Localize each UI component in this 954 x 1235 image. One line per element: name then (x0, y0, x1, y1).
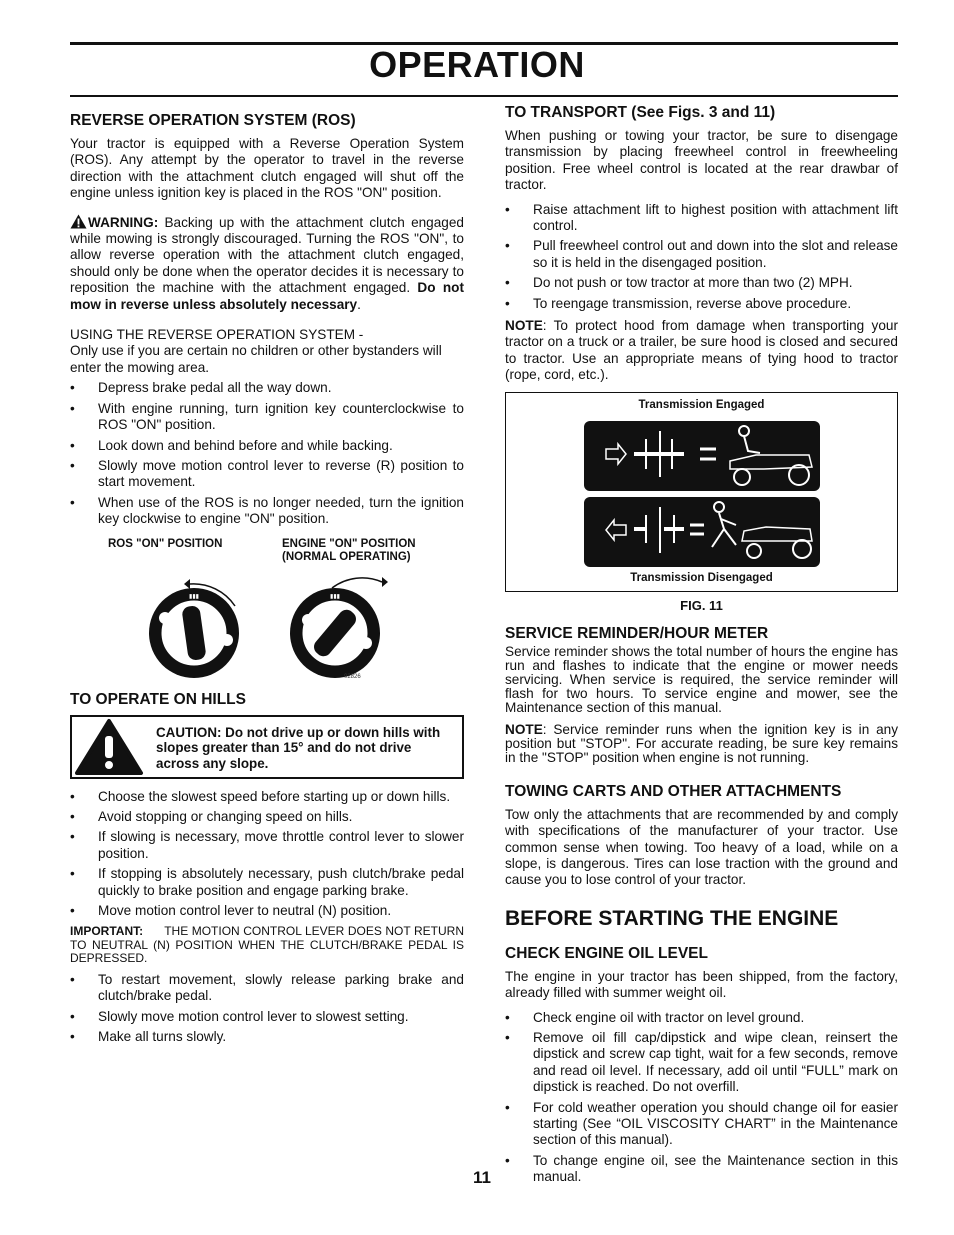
list-item: • Make all turns slowly. (70, 1029, 464, 1045)
svg-text:▮▮▮: ▮▮▮ (189, 593, 199, 600)
dial-right-label (282, 538, 416, 564)
service-note-text: : Service reminder runs when the ignition key is in any position but "STOP". For accurate reading, be sure key remains in the "STOP" position when engine is not running. (505, 721, 898, 765)
list-item: • To change engine oil, see the Maintenance section in this manual. (505, 1153, 898, 1186)
hills-heading: TO OPERATE ON HILLS (70, 690, 246, 708)
caution-box (70, 715, 464, 779)
list-item: • Look down and behind before and while backing. (70, 438, 464, 454)
important-text: THE MOTION CONTROL LEVER DOES NOT RETURN TO NEUTRAL (N) POSITION WHEN THE CLUTCH/BRAKE PEDAL IS DEPRESSED. (70, 924, 464, 966)
list-item: • Depress brake pedal all the way down. (70, 380, 464, 396)
towing-heading: TOWING CARTS AND OTHER ATTACHMENTS (505, 782, 842, 800)
hills-bullets-2 (70, 972, 464, 1046)
note-label: NOTE (505, 318, 543, 334)
list-item: • With engine running, turn ignition key counterclockwise to ROS "ON" position. (70, 401, 464, 434)
important-note (70, 925, 464, 966)
list-item: • Slowly move motion control lever to slowest setting. (70, 1009, 464, 1025)
dial-code: 02826 (344, 673, 361, 680)
list-item: • When use of the ROS is no longer needed, turn the ignition key clockwise to engine "ON" position. (70, 495, 464, 528)
list-item: • Avoid stopping or changing speed on hills. (70, 809, 464, 825)
oil-text: The engine in your tractor has been shipped, from the factory, already filled with summer weight oil. (505, 968, 898, 1001)
list-item: • Slowly move motion control lever to reverse (R) position to start movement. (70, 458, 464, 491)
warning-text: Backing up with the attachment clutch engaged while mowing is strongly discouraged. Turning the ROS "ON", to allow reverse operation with the attachment clutch engaged, should only be done when the operator decides it is necessary to reposition the machine with the attachment engaged. (70, 214, 464, 296)
ros-warning (70, 214, 464, 313)
title-rule (70, 95, 898, 97)
using-ros (70, 327, 464, 376)
using-heading: USING THE REVERSE OPERATION SYSTEM - (70, 327, 364, 343)
ros-intro: Your tractor is equipped with a Reverse Operation System (ROS). Any attempt by the operator to travel in the reverse direction with the attachment clutch engaged will shut off the engine unless ignition key is placed in the ROS "ON" position. (70, 136, 464, 201)
transport-note (505, 318, 898, 384)
service-heading: SERVICE REMINDER/HOUR METER (505, 624, 769, 642)
fig-caption-top: Transmission Engaged (638, 398, 765, 411)
service-note-label: NOTE (505, 721, 543, 737)
towing-text: Tow only the attachments that are recommended by and comply with specifications of the manufacturer of your tractor. Use common sense when towing. Too heavy of a load, while on a slope, is dangerous. Tires can lose traction with the ground and cause you to lose control of your tractor. (505, 806, 898, 888)
service-text: Service reminder shows the total number of hours the engine has run and flashes to indicate that the engine or mower needs servicing. When service is required, the service reminder will flash for two hours. To service engine and mower, see the Maintenance section of this manual. (505, 643, 898, 715)
using-text: Only use if you are certain no children or other bystanders will enter the mowing area. (70, 343, 442, 375)
service-note (505, 723, 898, 765)
fig-caption-bottom: Transmission Disengaged (630, 571, 773, 584)
warning-end: . (357, 296, 361, 312)
warning-label: WARNING: (88, 214, 159, 230)
hills-bullets (70, 789, 464, 920)
caution-icon (74, 718, 144, 776)
list-item: • To restart movement, slowly release parking brake and clutch/brake pedal. (70, 972, 464, 1005)
list-item: • Remove oil fill cap/dipstick and wipe clean, reinsert the dipstick and screw cap tight, wait for a few seconds, remove and read oil level. If necessary, add oil until “FULL” mark on dipstick is reached. Do not overfill. (505, 1030, 898, 1096)
list-item: • If stopping is absolutely necessary, push clutch/brake pedal quickly to brake position and engage parking brake. (70, 866, 464, 899)
page-title: OPERATION (369, 44, 585, 85)
oil-bullets (505, 1010, 898, 1186)
dial-right-label-2: (NORMAL OPERATING) (282, 550, 411, 563)
list-item: • To reengage transmission, reverse above procedure. (505, 296, 898, 312)
dial-labels (70, 538, 464, 568)
ros-heading: REVERSE OPERATION SYSTEM (ROS) (70, 112, 356, 129)
ros-on-dial (149, 579, 239, 678)
warning-icon (70, 214, 87, 229)
figure-label: FIG. 11 (680, 597, 723, 613)
list-item: • Pull freewheel control out and down into the slot and release so it is held in the disengaged position. (505, 238, 898, 271)
dial-right-label-1: ENGINE "ON" POSITION (282, 537, 416, 550)
transport-intro: When pushing or towing your tractor, be sure to disengage transmission by placing freewheel control in freewheeling position. Free wheel control is located at the rear drawbar of tractor. (505, 128, 898, 193)
right-column (505, 100, 898, 1192)
transmission-illustration (584, 421, 820, 567)
page-number: 11 (473, 1168, 491, 1187)
list-item: • Choose the slowest speed before starting up or down hills. (70, 789, 464, 805)
transport-heading: TO TRANSPORT (See Figs. 3 and 11) (505, 104, 776, 121)
left-column (70, 100, 464, 1052)
note-text: : To protect hood from damage when transporting your tractor on a truck or a trailer, be sure hood is closed and secured to tractor. Use an appropriate means of tying hood to tractor (rope, cord, etc.). (505, 318, 898, 383)
list-item: • Check engine oil with tractor on level ground. (505, 1010, 898, 1026)
important-label: IMPORTANT: (70, 924, 144, 939)
caution-text: CAUTION: Do not drive up or down hills with slopes greater than 15° and do not drive across any slope. (156, 724, 441, 771)
warning-bold: Do not mow in reverse unless absolutely necessary (70, 280, 464, 312)
ros-bullets (70, 380, 464, 527)
oil-heading: CHECK ENGINE OIL LEVEL (505, 944, 708, 962)
list-item: • Move motion control lever to neutral (N) position. (70, 903, 464, 919)
svg-text:▮▮▮: ▮▮▮ (330, 593, 340, 600)
list-item: • Raise attachment lift to highest position with attachment lift control. (505, 202, 898, 235)
before-heading: BEFORE STARTING THE ENGINE (505, 906, 839, 930)
figure-11 (505, 392, 898, 592)
dial-left-label: ROS "ON" POSITION (108, 537, 223, 550)
ignition-dials-figure (70, 568, 464, 683)
engine-on-dial (290, 577, 388, 678)
list-item: • For cold weather operation you should change oil for easier starting (See “OIL VISCOSITY CHART” in the Maintenance section of this manual). (505, 1100, 898, 1149)
list-item: • Do not push or tow tractor at more than two (2) MPH. (505, 275, 898, 291)
list-item: • If slowing is necessary, move throttle control lever to slower position. (70, 829, 464, 862)
transport-bullets (505, 202, 898, 312)
